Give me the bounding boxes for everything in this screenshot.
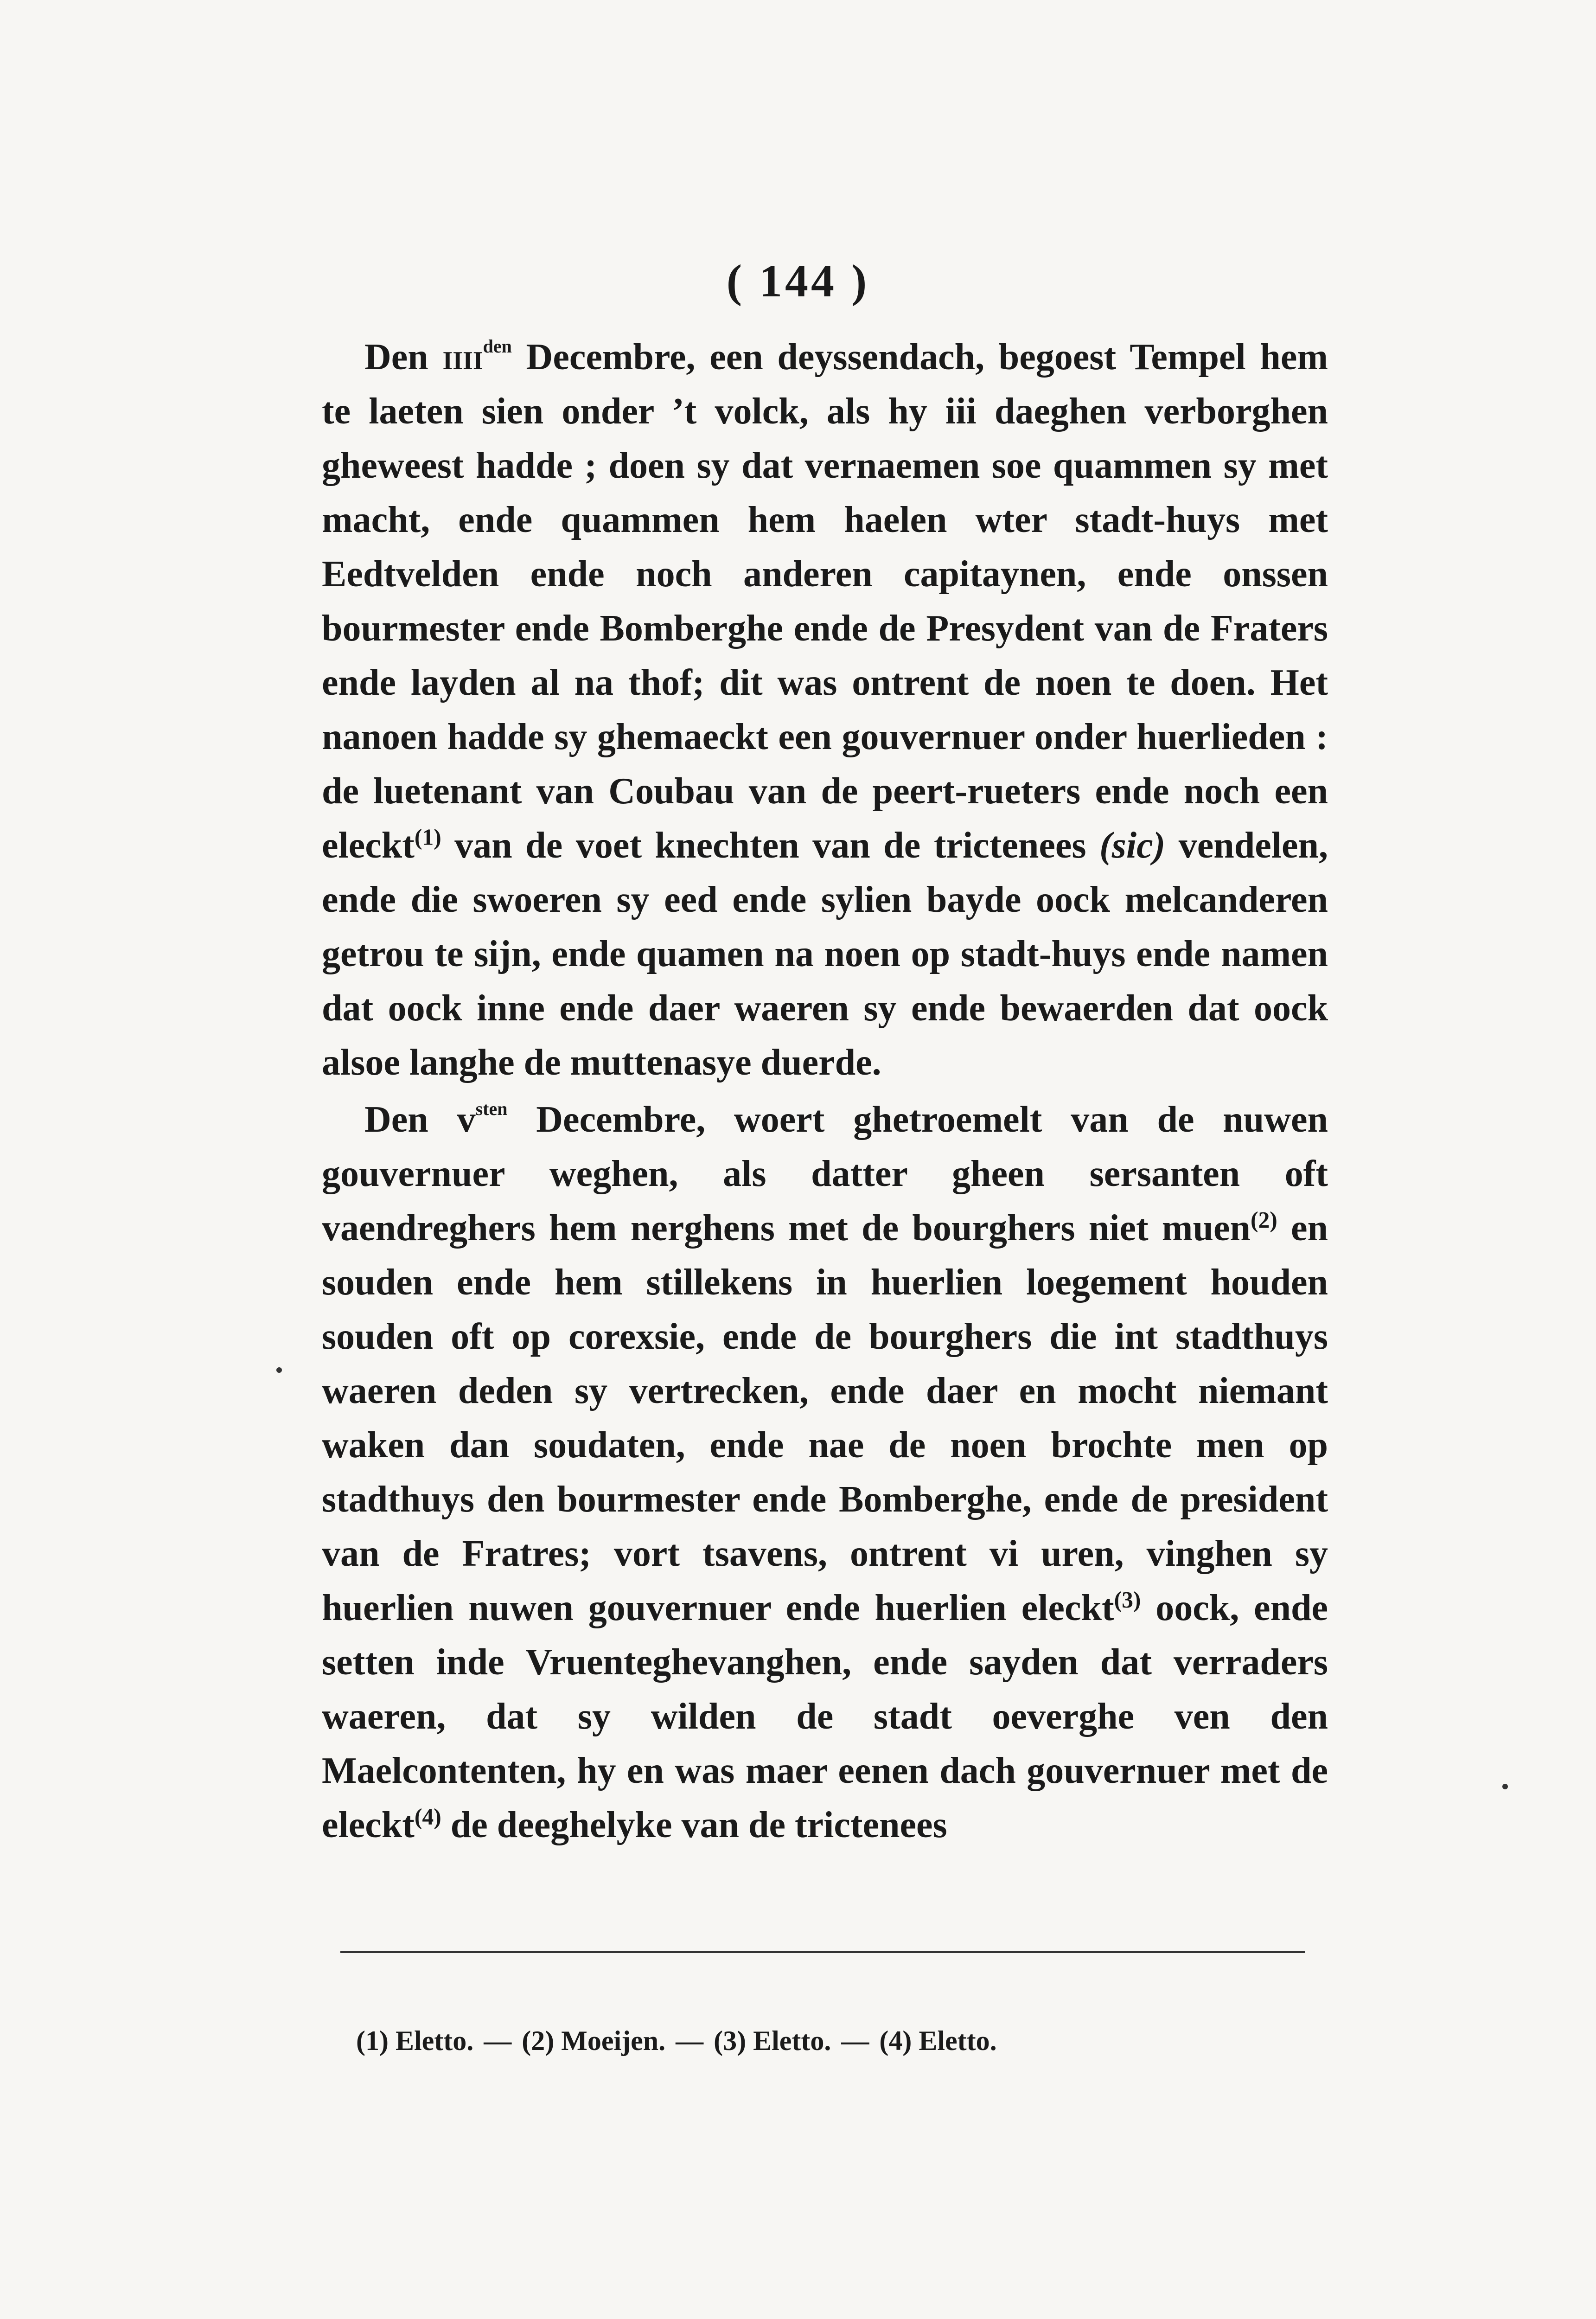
text-segment: Decembre, woert ghetroemelt van de nuwen gouvernuer weghen, als datter gheen sersanten oft vaendreghers hem nerghens met de bourghers niet muen bbox=[322, 1099, 1328, 1249]
page-number: ( 144 ) bbox=[726, 255, 870, 307]
paragraph-lead: Den bbox=[364, 337, 443, 378]
text-segment: oock, ende setten inde Vruenteghevanghen, ende sayden dat verraders waeren, dat sy wilden de stadt oeverghe ven den Maelcontenten, hy en was maer eenen dach gouvernuer met de eleckt bbox=[322, 1588, 1328, 1845]
footnotes bbox=[356, 2022, 1330, 2059]
text-segment: Decembre, een deyssendach, begoest Tempel hem te laeten sien onder ’t volck, als hy iii daeghen verborghen gheweest hadde ; doen sy dat vernaemen soe quammen sy met macht, ende quammen hem haelen wter stadt-huys met Eedtvelden ende noch anderen capitaynen, ende onssen bourmester ende Bomberghe ende de Presydent van de Fraters ende layden al na thof; dit was ontrent de noen te doen. Het nanoen hadde sy ghemaeckt een gouvernuer onder huerlieden : de luetenant van Coubau van de peert-rueters ende noch een eleckt bbox=[322, 337, 1328, 866]
footnote-ref: (3) bbox=[1114, 1587, 1141, 1613]
date-ordinal: v bbox=[457, 1099, 476, 1140]
text-segment: en souden ende hem stillekens in huerlien loegement houden souden oft op corexsie, ende de bourghers die int stadthuys waeren deden sy vertrecken, ende daer en mocht niemant waken dan soudaten, ende nae de noen brochte men op stadthuys den bourmester ende Bomberghe, ende de president van de Fratres; vort tsavens, ontrent vi uren, vinghen sy huerlien nuwen gouvernuer ende huerlien eleckt bbox=[322, 1208, 1328, 1628]
footnote-ref: (2) bbox=[1250, 1207, 1277, 1233]
footnote: (2) Moeijen. bbox=[522, 2025, 666, 2056]
paragraph bbox=[322, 330, 1328, 1090]
footnote-rule bbox=[340, 1951, 1305, 1953]
paragraph-lead: Den bbox=[364, 1099, 457, 1140]
footnote-separator: — bbox=[841, 2025, 869, 2056]
footnote-ref: (4) bbox=[414, 1804, 441, 1830]
margin-speck bbox=[1502, 1784, 1508, 1789]
footnote: (1) Eletto. bbox=[356, 2025, 474, 2056]
paragraph bbox=[322, 1093, 1328, 1852]
text-segment: de deeghelyke van de trictenees bbox=[441, 1805, 947, 1845]
footnote-separator: — bbox=[676, 2025, 704, 2056]
body-text bbox=[322, 330, 1328, 1852]
text-segment: vendelen, ende die swoeren sy eed ende sylien bayde oock melcanderen getrou te sijn, ende quamen na noen op stadt-huys ende namen dat oock inne ende daer waeren sy ende bewaerden dat oock alsoe langhe de muttenasye duerde. bbox=[322, 825, 1328, 1083]
footnote: (4) Eletto. bbox=[879, 2025, 997, 2056]
ordinal-suffix: sten bbox=[475, 1098, 508, 1119]
footnote: (3) Eletto. bbox=[714, 2025, 831, 2056]
ordinal-suffix: den bbox=[483, 336, 512, 357]
italic-note: (sic) bbox=[1099, 825, 1166, 866]
text-segment: van de voet knechten van de trictenees bbox=[441, 825, 1100, 866]
footnote-ref: (1) bbox=[414, 824, 441, 850]
date-ordinal: iiii bbox=[442, 337, 483, 378]
margin-speck bbox=[276, 1367, 282, 1373]
footnote-separator: — bbox=[484, 2025, 512, 2056]
